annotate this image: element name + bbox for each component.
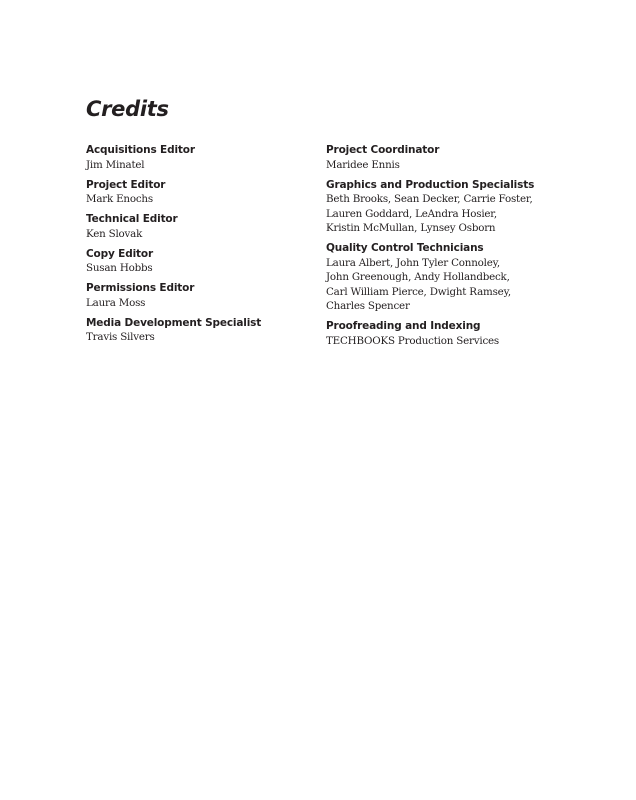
credit-entry-project-editor xyxy=(86,178,311,207)
credit-entry-project-coordinator xyxy=(326,143,566,172)
credit-name-line: Charles Spencer xyxy=(326,300,410,312)
credit-role: Copy Editor xyxy=(86,247,153,260)
credit-names xyxy=(86,296,311,311)
credit-name-line: John Greenough, Andy Hollandbeck, xyxy=(326,271,510,283)
credit-name-line: Carl William Pierce, Dwight Ramsey, xyxy=(326,285,511,298)
credit-name-line: Laura Moss xyxy=(86,296,146,309)
credit-role: Media Development Specialist xyxy=(86,316,262,329)
credit-entry-copy-editor xyxy=(86,247,311,276)
credit-name-line: Ken Slovak xyxy=(86,227,143,240)
credit-entry-graphics-production-specialists xyxy=(326,178,566,236)
credit-names xyxy=(86,192,311,207)
credit-name-line: Susan Hobbs xyxy=(86,262,153,274)
credit-names xyxy=(86,261,311,276)
credit-role: Quality Control Technicians xyxy=(326,242,484,254)
credit-names xyxy=(86,158,311,173)
credit-role: Proofreading and Indexing xyxy=(326,320,481,332)
credit-names xyxy=(86,227,311,242)
credit-entry-technical-editor xyxy=(86,212,311,241)
page-title: Credits xyxy=(86,97,169,121)
credit-names xyxy=(326,256,566,314)
credit-entry-acquisitions-editor xyxy=(86,143,311,172)
credit-name-line: TECHBOOKS Production Services xyxy=(326,334,500,347)
credit-entry-permissions-editor xyxy=(86,281,311,310)
credit-name-line: Lauren Goddard, LeAndra Hosier, xyxy=(326,207,497,220)
credit-entry-proofreading-indexing xyxy=(326,319,566,348)
credits-right-column xyxy=(326,143,566,354)
credit-name-line: Mark Enochs xyxy=(86,193,153,205)
credit-name-line: Laura Albert, John Tyler Connoley, xyxy=(326,256,500,269)
credit-name-line: Kristin McMullan, Lynsey Osborn xyxy=(326,222,496,234)
credit-name-line: Travis Silvers xyxy=(86,331,155,343)
credit-role: Permissions Editor xyxy=(86,282,195,294)
credit-name-line: Maridee Ennis xyxy=(326,158,400,171)
credit-names xyxy=(326,192,566,236)
credit-name-line: Beth Brooks, Sean Decker, Carrie Foster, xyxy=(326,193,533,205)
credit-role: Graphics and Production Specialists xyxy=(326,178,535,191)
credit-entry-quality-control-technicians xyxy=(326,241,566,314)
credit-name-line: Jim Minatel xyxy=(86,158,145,171)
credit-role: Project Editor xyxy=(86,178,166,191)
credit-entry-media-development-specialist xyxy=(86,316,311,345)
credits-left-column xyxy=(86,143,311,350)
credit-role: Project Coordinator xyxy=(326,144,440,156)
credit-role: Acquisitions Editor xyxy=(86,144,195,156)
credit-names xyxy=(326,158,566,173)
credit-names xyxy=(326,334,566,349)
credit-role: Technical Editor xyxy=(86,213,178,225)
credit-names xyxy=(86,330,311,345)
